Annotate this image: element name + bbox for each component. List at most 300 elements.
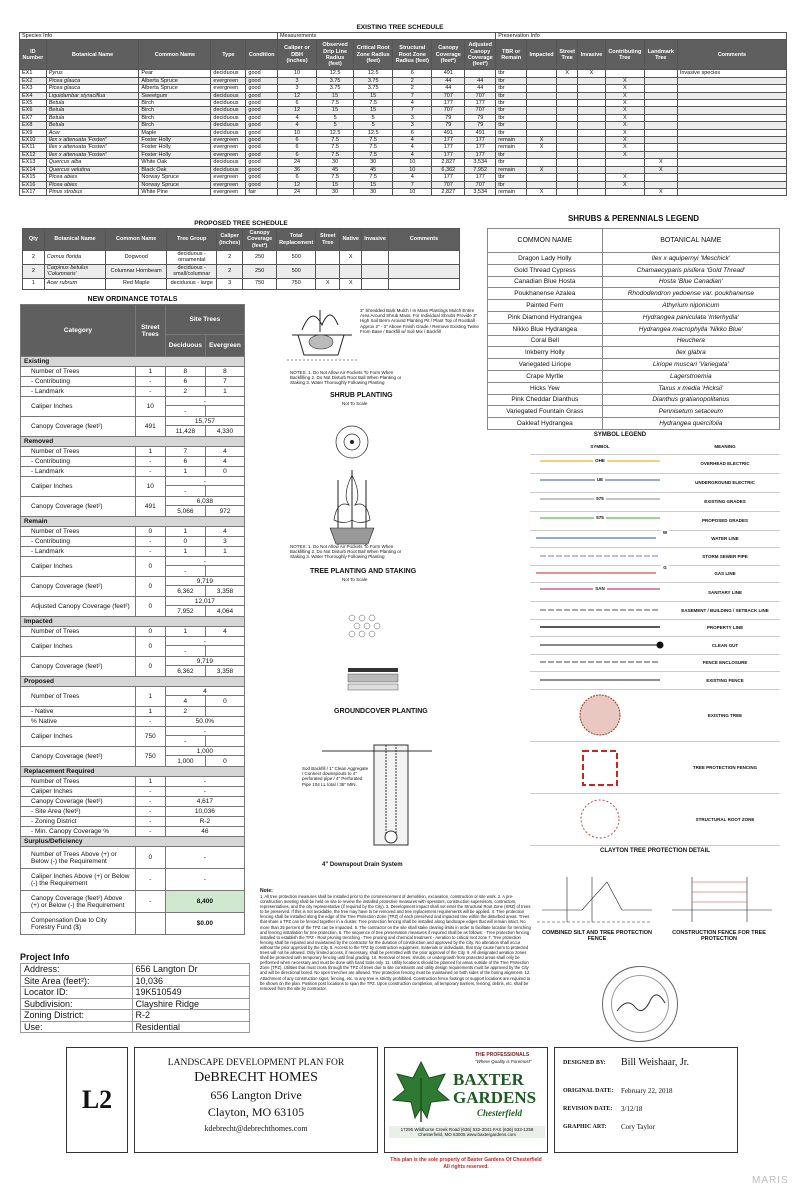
client-email[interactable]: kdebrecht@debrechthomes.com: [204, 1124, 308, 1133]
existing-cell: 177: [432, 100, 465, 107]
proposed-cell: 750: [277, 278, 316, 289]
existing-cell: [578, 151, 606, 158]
revision-date-label: REVISION DATE:: [563, 1106, 613, 1112]
existing-col-header: Canopy Coverage (feet²): [432, 40, 465, 70]
symbol-meaning: CLEAN OUT: [670, 637, 780, 655]
existing-cell: [677, 122, 786, 129]
client-city: Clayton, MO 63105: [207, 1105, 305, 1119]
existing-cell: Foster Holly: [139, 151, 211, 158]
shrub-planting-drawing: [287, 310, 357, 360]
symbol-meaning: EASEMENT / BUILDING / SETBACK LINE: [670, 602, 780, 620]
existing-cell: 30: [317, 159, 354, 166]
existing-cell: tbr: [496, 174, 527, 181]
shrub-botanical: Dianthus gratianopolitanus: [602, 394, 779, 406]
existing-cell: [644, 107, 677, 114]
existing-col-header: Observed Drip Line Radius (feet): [317, 40, 354, 70]
existing-cell: [605, 159, 644, 166]
ord-value: $0.00: [165, 913, 244, 935]
symbol-tag: SAN: [595, 586, 605, 591]
existing-cell: X: [605, 92, 644, 99]
existing-cell: [677, 181, 786, 188]
symbol-icon: [535, 604, 665, 616]
ord-street: 0: [135, 847, 165, 869]
existing-cell: tbr: [496, 151, 527, 158]
ord-label: Canopy Coverage (feet²): [21, 797, 136, 807]
ord-value: 8,400: [165, 891, 244, 913]
existing-cell: 6: [393, 70, 432, 77]
ord-street: 0: [135, 557, 165, 577]
client-name: DeBRECHT HOMES: [194, 1070, 318, 1085]
existing-cell: Acer: [46, 129, 139, 136]
existing-cell: X: [557, 70, 578, 77]
existing-cell: [557, 77, 578, 84]
notes-title: Note:: [260, 888, 273, 894]
existing-cell: 3.75: [354, 77, 393, 84]
existing-cell: 177: [465, 100, 496, 107]
existing-cell: Betula: [46, 107, 139, 114]
professional-seal: [602, 966, 678, 1042]
existing-cell: Quercus alba: [46, 159, 139, 166]
ord-evergreen: 4: [205, 447, 244, 457]
group-measurements: Measurements: [277, 33, 495, 40]
symbol-row: [530, 548, 780, 566]
existing-cell: 4: [393, 144, 432, 151]
shrub-row: [488, 418, 780, 430]
symbol-row: [530, 511, 780, 530]
existing-cell: 707: [432, 181, 465, 188]
ord-row: [21, 727, 245, 736]
symbol-tag: OHE: [595, 457, 605, 463]
existing-cell: 7.5: [317, 144, 354, 151]
existing-cell: [677, 144, 786, 151]
project-info-row: [21, 1010, 250, 1022]
ord-row: [21, 397, 245, 406]
design-info-block: [554, 1047, 738, 1153]
existing-cell: 6: [277, 100, 316, 107]
ord-section: [21, 357, 245, 367]
ord-evergreen: 3: [205, 537, 244, 547]
project-info-value: Clayshire Ridge: [132, 998, 249, 1010]
existing-cell: [644, 144, 677, 151]
ordinance-title: NEW ORDINANCE TOTALS: [87, 296, 178, 303]
proposed-cell: 2: [23, 264, 45, 278]
project-info-value: 19K510549: [132, 987, 249, 999]
ord-evergreen: 4,330: [205, 426, 244, 437]
existing-cell: 707: [465, 92, 496, 99]
ord-label: Number of Trees: [21, 527, 136, 537]
existing-cell: 30: [354, 188, 393, 195]
existing-cell: good: [246, 181, 278, 188]
shrub-botanical: Athyrium niponicum: [602, 300, 779, 312]
existing-cell: deciduous: [211, 114, 246, 121]
existing-cell: remain: [496, 144, 527, 151]
existing-cell: [578, 188, 606, 195]
existing-cell: good: [246, 122, 278, 129]
proposed-col-header: Tree Group: [167, 229, 217, 251]
ord-deciduous: -: [165, 646, 205, 657]
ord-total: 12,017: [165, 597, 244, 606]
existing-cell: [578, 129, 606, 136]
ord-row: [21, 717, 245, 727]
ord-row: [21, 577, 245, 586]
existing-cell: 30: [354, 159, 393, 166]
ord-deciduous: 1: [165, 467, 205, 477]
existing-cell: 7: [393, 92, 432, 99]
existing-cell: [644, 151, 677, 158]
existing-cell: [578, 166, 606, 173]
ord-label: Adjusted Canopy Coverage (feet²): [21, 597, 136, 617]
existing-cell: EX7: [20, 114, 47, 121]
ord-section: [21, 677, 245, 687]
existing-col-header: Type: [211, 40, 246, 70]
existing-cell: 707: [432, 107, 465, 114]
existing-cell: [605, 188, 644, 195]
existing-schedule: [19, 32, 787, 196]
shrub-row: [488, 394, 780, 406]
symbol-icon: [535, 743, 665, 791]
ord-row: [21, 377, 245, 387]
proposed-cell: [316, 264, 340, 278]
existing-cell: Black Oak: [139, 166, 211, 173]
ord-evergreen: [205, 406, 244, 417]
proposed-cell: [316, 251, 340, 265]
ord-row: [21, 477, 245, 486]
rights-note: All rights reserved.: [443, 1164, 489, 1170]
existing-cell: 6: [277, 151, 316, 158]
proposed-cell: Red Maple: [106, 278, 167, 289]
ord-section: [21, 437, 245, 447]
ord-deciduous: 1: [165, 527, 205, 537]
existing-cell: Maple: [139, 129, 211, 136]
existing-cell: 707: [465, 181, 496, 188]
existing-cell: [578, 107, 606, 114]
existing-cell: [578, 77, 606, 84]
existing-cell: 44: [465, 77, 496, 84]
symbol-graphic-cell: [530, 583, 670, 602]
existing-cell: [557, 122, 578, 129]
existing-cell: Invasive species: [677, 70, 786, 77]
ord-value: -: [165, 777, 244, 787]
existing-cell: [527, 122, 557, 129]
existing-cell: 2,827: [432, 188, 465, 195]
existing-cell: [644, 174, 677, 181]
shrub-row: [488, 347, 780, 359]
shrub-common: Dragon Lady Holly: [488, 253, 603, 265]
ord-total: 9,719: [165, 657, 244, 666]
existing-cell: 7.5: [354, 144, 393, 151]
proposed-tree-row: [23, 278, 460, 289]
shrub-common: Crape Myrtle: [488, 370, 603, 382]
symbol-row: [530, 454, 780, 473]
protection-title: CLAYTON TREE PROTECTION DETAIL: [600, 848, 710, 854]
ord-evergreen: 1: [205, 547, 244, 557]
proposed-col-header: Street Tree: [316, 229, 340, 251]
ord-street: -: [135, 467, 165, 477]
existing-cell: 6: [277, 174, 316, 181]
symbol-h-symbol: SYMBOL: [530, 440, 670, 454]
existing-cell: 36: [277, 166, 316, 173]
ord-section: [21, 837, 245, 847]
ord-label: - Landmark: [21, 547, 136, 557]
existing-cell: Pear: [139, 70, 211, 77]
ord-value: R-2: [165, 817, 244, 827]
existing-cell: 5: [317, 114, 354, 121]
ord-total: 1,000: [165, 747, 244, 756]
ord-total: -: [165, 637, 244, 646]
existing-cell: 5: [317, 122, 354, 129]
existing-cell: [578, 114, 606, 121]
shrub-row: [488, 253, 780, 265]
ord-row: [21, 777, 245, 787]
proposed-cell: Columnar Hornbeam: [106, 264, 167, 278]
existing-cell: X: [644, 166, 677, 173]
ord-label: Canopy Coverage (feet²): [21, 657, 136, 677]
existing-cell: evergreen: [211, 85, 246, 92]
ord-row: [21, 787, 245, 797]
ord-row: [21, 747, 245, 756]
existing-cell: [527, 151, 557, 158]
existing-cell: 7: [393, 181, 432, 188]
shrub-common: Hicks Yew: [488, 382, 603, 394]
ord-street: 750: [135, 727, 165, 747]
existing-cell: 30: [317, 188, 354, 195]
leaf-logo-icon: [391, 1058, 451, 1124]
ord-row: [21, 597, 245, 606]
existing-cell: 177: [465, 144, 496, 151]
ord-label: Canopy Coverage (feet²): [21, 417, 136, 437]
shrub-botanical: Liriope muscari 'Variegata': [602, 359, 779, 371]
existing-cell: 24: [277, 188, 316, 195]
existing-col-header: Comments: [677, 40, 786, 70]
existing-cell: [557, 174, 578, 181]
ord-evergreen: 4: [205, 457, 244, 467]
existing-cell: [557, 85, 578, 92]
existing-cell: 3: [277, 85, 316, 92]
existing-cell: 44: [432, 85, 465, 92]
existing-cell: [557, 144, 578, 151]
ord-street: 1: [135, 707, 165, 717]
ord-row: [21, 891, 245, 913]
shrub-row: [488, 335, 780, 347]
ord-street: -: [135, 457, 165, 467]
existing-cell: Birch: [139, 107, 211, 114]
ord-h-deciduous: Deciduous: [165, 335, 205, 357]
existing-cell: remain: [496, 166, 527, 173]
existing-cell: 177: [465, 137, 496, 144]
existing-cell: 177: [432, 144, 465, 151]
ord-deciduous: 0: [165, 537, 205, 547]
existing-cell: 7.5: [354, 174, 393, 181]
existing-col-header: Structural Root Zone Radius (feet): [393, 40, 432, 70]
ord-label: Canopy Coverage (feet²): [21, 747, 136, 767]
proposed-cell: X: [340, 251, 362, 265]
existing-cell: [578, 100, 606, 107]
symbol-meaning: PROPERTY LINE: [670, 619, 780, 637]
symbol-icon: [535, 674, 665, 686]
existing-cell: 6: [277, 144, 316, 151]
existing-cell: Birch: [139, 122, 211, 129]
ord-row: [21, 797, 245, 807]
existing-cell: good: [246, 159, 278, 166]
proposed-col-header: Qty: [23, 229, 45, 251]
existing-tree-row: [20, 92, 787, 99]
ord-evergreen: 4: [205, 627, 244, 637]
existing-cell: X: [527, 144, 557, 151]
existing-cell: [677, 77, 786, 84]
existing-col-header: TBR or Remain: [496, 40, 527, 70]
shrub-common: Oakleaf Hydrangea: [488, 418, 603, 430]
symbol-meaning: UNDERGROUND ELECTRIC: [670, 473, 780, 492]
ordinance-table: [20, 304, 245, 935]
symbol-legend: [530, 440, 780, 846]
ord-row: [21, 467, 245, 477]
existing-cell: White Pine: [139, 188, 211, 195]
shrubs-h-botanical: BOTANICAL NAME: [602, 229, 779, 253]
project-info-value: 656 Langton Dr: [132, 964, 249, 976]
ord-label: % Native: [21, 717, 136, 727]
existing-cell: deciduous: [211, 159, 246, 166]
ord-row: [21, 707, 245, 717]
project-title-block: [134, 1047, 378, 1153]
existing-cell: tbr: [496, 114, 527, 121]
ord-row: [21, 497, 245, 506]
existing-cell: EX4: [20, 92, 47, 99]
existing-cell: Betula: [46, 122, 139, 129]
existing-cell: [644, 122, 677, 129]
firm-tagline: THE PROFESSIONALS: [475, 1052, 530, 1058]
project-info-label: Use:: [21, 1021, 133, 1033]
watermark: MARIS: [752, 1175, 789, 1186]
existing-cell: 15: [354, 107, 393, 114]
ord-row: [21, 457, 245, 467]
existing-cell: [578, 92, 606, 99]
existing-cell: deciduous: [211, 122, 246, 129]
shrub-common: Variegated Fountain Grass: [488, 406, 603, 418]
ord-total: 9,719: [165, 577, 244, 586]
existing-cell: good: [246, 129, 278, 136]
ord-evergreen: [205, 566, 244, 577]
ord-section: [21, 767, 245, 777]
existing-cell: 177: [465, 151, 496, 158]
existing-cell: [644, 129, 677, 136]
ord-deciduous: -: [165, 406, 205, 417]
existing-cell: [578, 174, 606, 181]
existing-cell: Norway Spruce: [139, 174, 211, 181]
existing-cell: [677, 166, 786, 173]
existing-cell: Pyrus: [46, 70, 139, 77]
existing-cell: 7.5: [317, 137, 354, 144]
existing-tree-symbol: [580, 695, 620, 735]
existing-cell: 7.5: [354, 151, 393, 158]
symbol-graphic-cell: [530, 689, 670, 741]
proposed-col-header: Total Replacement: [277, 229, 316, 251]
existing-cell: 2,827: [432, 159, 465, 166]
existing-cell: tbr: [496, 100, 527, 107]
project-info-title: Project Info: [20, 952, 70, 962]
ord-deciduous: 1,000: [165, 756, 205, 767]
ord-row: [21, 807, 245, 817]
existing-cell: deciduous: [211, 129, 246, 136]
ord-evergreen: 3,358: [205, 666, 244, 677]
existing-cell: [644, 92, 677, 99]
ord-label: - Site Area (feet²): [21, 807, 136, 817]
existing-cell: 79: [432, 122, 465, 129]
project-info-value: R-2: [132, 1010, 249, 1022]
ord-street: -: [135, 717, 165, 727]
ord-evergreen: 8: [205, 367, 244, 377]
existing-cell: 12.5: [317, 70, 354, 77]
symbol-meaning: STRUCTURAL ROOT ZONE: [670, 793, 780, 845]
symbol-meaning: GAS LINE: [670, 565, 780, 583]
shrub-botanical: Lagerstroemia: [602, 370, 779, 382]
existing-cell: X: [605, 85, 644, 92]
existing-cell: 491: [432, 70, 465, 77]
ord-evergreen: 1: [205, 387, 244, 397]
proposed-cell: Acer rubrum: [44, 278, 105, 289]
ord-evergreen: 4: [205, 527, 244, 537]
shrub-botanical: Taxus x media 'Hicksii': [602, 382, 779, 394]
firm-name-2: GARDENS: [453, 1088, 537, 1107]
ord-label: Caliper Inches: [21, 557, 136, 577]
ord-row: [21, 847, 245, 869]
existing-cell: X: [527, 166, 557, 173]
existing-cell: 79: [432, 114, 465, 121]
ord-section-label: Remain: [21, 517, 245, 527]
sheet-number: L2: [81, 1085, 113, 1114]
existing-cell: [605, 166, 644, 173]
existing-cell: 177: [465, 174, 496, 181]
existing-cell: 3.75: [317, 85, 354, 92]
existing-cell: [557, 151, 578, 158]
proposed-col-header: Botanical Name: [44, 229, 105, 251]
ord-label: Number of Trees: [21, 777, 136, 787]
existing-tree-row: [20, 174, 787, 181]
existing-cell: Quercus velutina: [46, 166, 139, 173]
existing-cell: good: [246, 100, 278, 107]
ord-row: [21, 869, 245, 891]
symbol-graphic-cell: [530, 793, 670, 845]
proposed-cell: Cornus florida: [44, 251, 105, 265]
symbol-row: [530, 473, 780, 492]
ord-section-label: Removed: [21, 437, 245, 447]
existing-cell: [557, 137, 578, 144]
shrub-not-to-scale: Not To Scale: [342, 401, 368, 406]
ord-street: 491: [135, 417, 165, 437]
existing-tree-row: [20, 137, 787, 144]
general-notes: [260, 888, 532, 991]
existing-cell: [677, 85, 786, 92]
ord-value: 10,036: [165, 807, 244, 817]
existing-cell: X: [605, 77, 644, 84]
notes-text: 1. All tree protection measures shall be installed prior to the commencement of demolition, excavation, construction or site work. 2. A pre-construction meeting shall be held on site to review the installed protective measures with operators, construction supervisors, contractors, representatives, and the city representative (if required by the City). 3. Development impact shall not enter the Structural Root Zone (SRZ) of trees to be preserved. If this is not avoidable, the tree may have to be removed and tree replacement requirements will be applied. 4. Tree protection fencing shall be installed along the edge of the Tree Protection Zone (TPZ) of each preserved and impacted tree within the disturbed areas. Trees that share a TPZ can be fenced together in a cluster. Tree protection fencing shall be installed along landscape edges that will remain intact. No more than 25 percent of the TPZ can be impacted. 5. The contractor on the site shall stake clearing limits in order to facilitate location for trenching and fencing installation for tree protection. 6. The sequence of tree preservation measures if required shall be as follows: - Tree protection fencing installed to establish the TPZ - Root pruning trenching - Tree pruning and chemical treatment - Aeration to critical root zone 7. Tree protection fencing shall be repaired and maintained by the contractor for the duration of construction and approved by the City. No alteration shall occur without the prior approval by the City. 8. Access to the TPZ by construction equipment, materials or individuals, that may cause harm to protected trees will not be allowed. Only limited access, if necessary, shall be permitted with the prior approval of the City. 9. All designated aeration zones shall be protected with temporary fencing until final grading. 10. Removal of trees, shrubs, or undergrowth from protected areas shall only be performed when necessary and must be done with hand tools only. 11. Utility locations should be planned for areas outside of the Tree Protection Zone (TPZ). Utilities that must cross through the TPZ of trees due to site constraints and utility design requirements must be approved by the City and will be directional bored. No open trenches are allowed. Tree protection fencing must be maintained on both sides of the boring alignment. 12. Attachment of any construction signs, fencing, etc. to any tree is strictly prohibited. Construction fence footings or support locations are required to be shown on the plan. Position post locations to span the TPZ. Upon construction completion, all temporary barriers, fencing, debris, etc. shall be removed from the site by contractor.: [260, 894, 531, 991]
existing-tree-row: [20, 151, 787, 158]
existing-cell: [527, 77, 557, 84]
symbol-row: [530, 672, 780, 690]
ord-value: 46: [165, 827, 244, 837]
ord-street: -: [135, 817, 165, 827]
existing-cell: fair: [246, 188, 278, 195]
symbol-graphic-cell: [530, 454, 670, 473]
ord-label: - Contributing: [21, 537, 136, 547]
ord-total: -: [165, 727, 244, 736]
existing-cell: 45: [354, 166, 393, 173]
symbol-graphic-cell: [530, 492, 670, 511]
ord-row: [21, 827, 245, 837]
existing-tree-row: [20, 107, 787, 114]
ord-evergreen: 4,064: [205, 606, 244, 617]
ord-label: - Contributing: [21, 457, 136, 467]
symbol-icon: [535, 691, 665, 739]
